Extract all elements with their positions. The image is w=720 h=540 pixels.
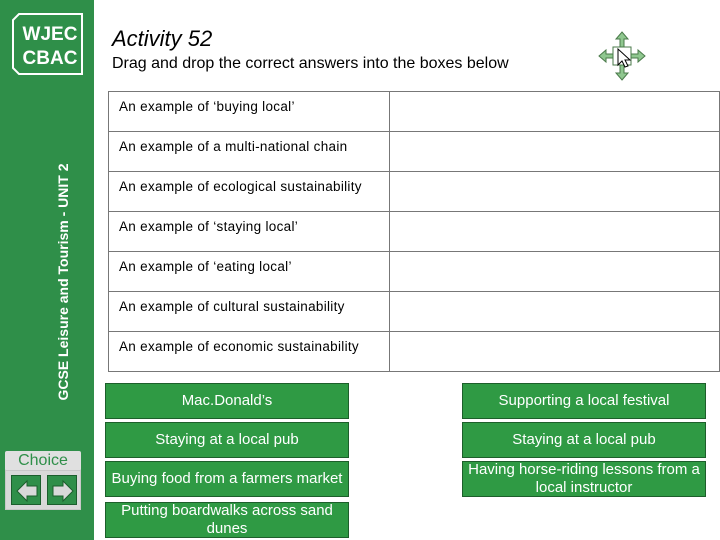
previous-button[interactable] xyxy=(11,475,41,505)
draggable-choice[interactable]: Putting boardwalks across sand dunes xyxy=(105,502,349,538)
drop-box[interactable] xyxy=(390,92,720,132)
drop-box[interactable] xyxy=(390,332,720,372)
answer-table xyxy=(108,91,720,372)
prompt-cell: An example of ecological sustainability xyxy=(109,172,390,212)
move-arrows-icon xyxy=(597,30,647,82)
draggable-choice[interactable]: Staying at a local pub xyxy=(462,422,706,458)
draggable-choice[interactable]: Staying at a local pub xyxy=(105,422,349,458)
arrow-left-icon xyxy=(15,479,39,503)
prompt-cell: An example of ‘buying local’ xyxy=(109,92,390,132)
table-row xyxy=(109,172,720,212)
prompt-cell: An example of ‘eating local’ xyxy=(109,252,390,292)
page-title: Activity 52 xyxy=(112,26,213,51)
table-row xyxy=(109,92,720,132)
drop-box[interactable] xyxy=(390,172,720,212)
drop-box[interactable] xyxy=(390,292,720,332)
wjec-cbac-logo xyxy=(11,12,84,76)
instructions: Drag and drop the correct answers into the boxes below xyxy=(112,55,509,72)
logo-line1: WJEC xyxy=(22,24,78,45)
drop-box[interactable] xyxy=(390,132,720,172)
drop-box[interactable] xyxy=(390,212,720,252)
draggable-choice[interactable]: Supporting a local festival xyxy=(462,383,706,419)
next-button[interactable] xyxy=(47,475,77,505)
table-row xyxy=(109,332,720,372)
table-row xyxy=(109,292,720,332)
draggable-choice[interactable]: Having horse-riding lessons from a local instructor xyxy=(462,461,706,497)
nav-controls xyxy=(5,470,81,510)
draggable-choice[interactable]: Buying food from a farmers market xyxy=(105,461,349,497)
table-row xyxy=(109,132,720,172)
prompt-cell: An example of economic sustainability xyxy=(109,332,390,372)
drop-box[interactable] xyxy=(390,252,720,292)
sidebar xyxy=(0,0,94,540)
table-row xyxy=(109,252,720,292)
prompt-cell: An example of a multi-national chain xyxy=(109,132,390,172)
arrow-right-icon xyxy=(51,479,75,503)
prompt-cell: An example of ‘staying local’ xyxy=(109,212,390,252)
draggable-choice[interactable]: Mac.Donald’s xyxy=(105,383,349,419)
choice-label: Choice xyxy=(5,451,81,471)
logo-line2: CBAC xyxy=(22,48,78,69)
table-row xyxy=(109,212,720,252)
prompt-cell: An example of cultural sustainability xyxy=(109,292,390,332)
course-title-vertical: GCSE Leisure and Tourism - UNIT 2 xyxy=(55,163,71,401)
